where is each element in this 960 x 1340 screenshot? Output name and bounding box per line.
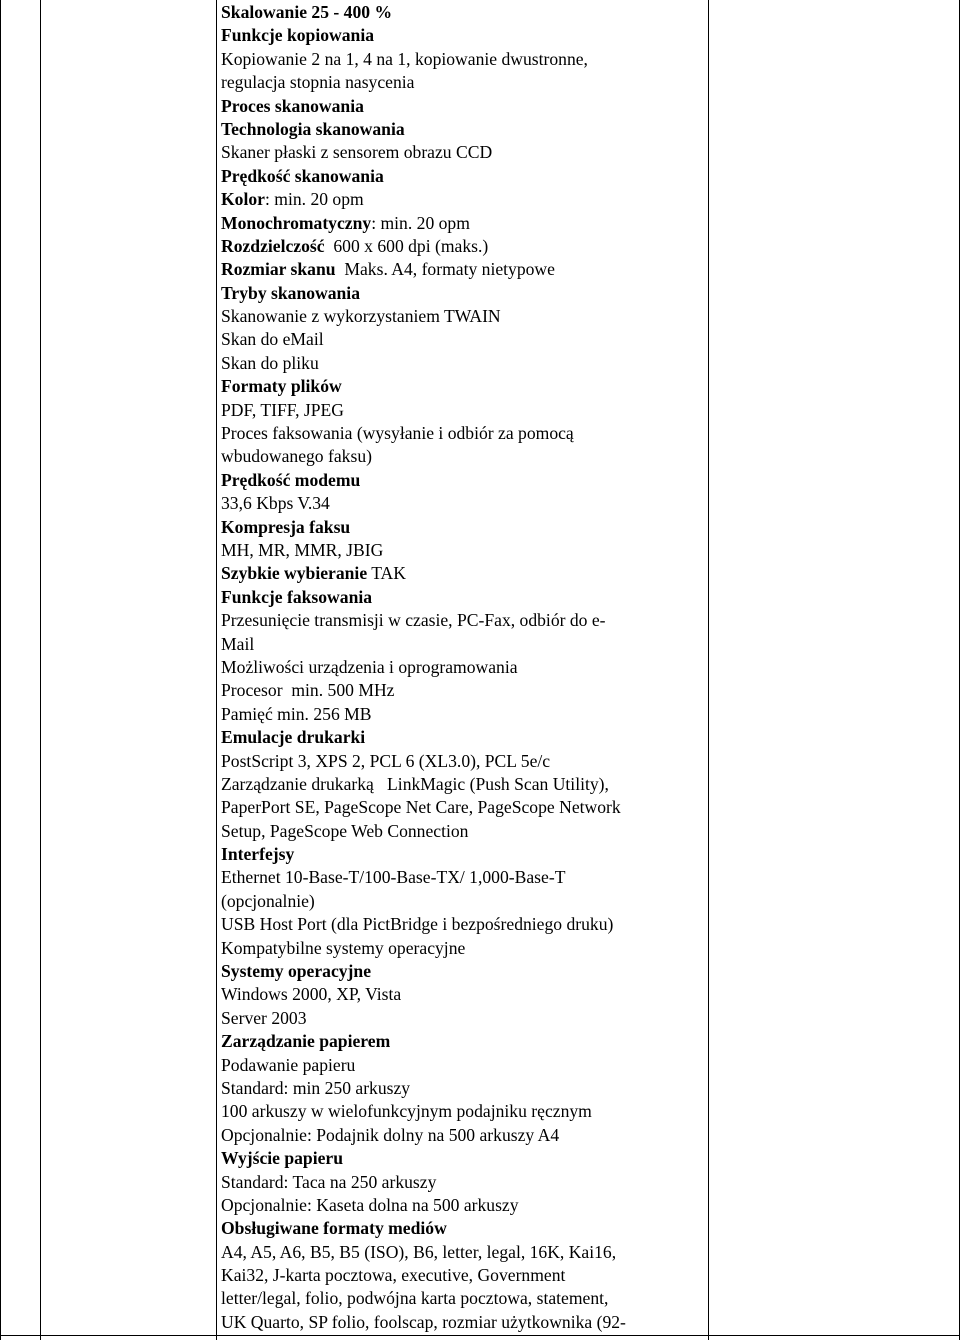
table-column-divider bbox=[216, 0, 217, 1340]
spec-line bbox=[221, 960, 701, 983]
spec-line bbox=[221, 352, 701, 375]
spec-heading: Kompresja faksu bbox=[221, 516, 351, 537]
spec-heading: Rozdzielczość bbox=[221, 235, 325, 256]
spec-line bbox=[221, 282, 701, 305]
spec-text: Opcjonalnie: Kaseta dolna na 500 arkuszy bbox=[221, 1194, 519, 1215]
spec-line bbox=[221, 492, 701, 515]
spec-text: Mail bbox=[221, 633, 255, 654]
spec-text: Maks. A4, formaty nietypowe bbox=[335, 259, 555, 280]
spec-text: regulacja stopnia nasycenia bbox=[221, 72, 415, 93]
spec-heading: Wyjście papieru bbox=[221, 1148, 344, 1169]
table-column-divider bbox=[708, 0, 709, 1340]
spec-line bbox=[221, 305, 701, 328]
spec-line bbox=[221, 1311, 701, 1334]
spec-heading: Tryby skanowania bbox=[221, 282, 360, 303]
spec-line bbox=[221, 796, 701, 819]
spec-text: Skaner płaski z sensorem obrazu CCD bbox=[221, 142, 493, 163]
spec-heading: Prędkość skanowania bbox=[221, 165, 384, 186]
spec-line bbox=[221, 703, 701, 726]
spec-heading: Funkcje kopiowania bbox=[221, 25, 375, 46]
spec-text: letter/legal, folio, podwójna karta pocztowa, statement, bbox=[221, 1288, 609, 1309]
spec-heading: Prędkość modemu bbox=[221, 469, 361, 490]
spec-text: Kai32, J-karta pocztowa, executive, Government bbox=[221, 1265, 566, 1286]
spec-text: UK Quarto, SP folio, foolscap, rozmiar użytkownika (92- bbox=[221, 1311, 626, 1332]
spec-line bbox=[221, 1, 701, 24]
spec-line bbox=[221, 1264, 701, 1287]
spec-text: Procesor min. 500 MHz bbox=[221, 680, 395, 701]
spec-text: Przesunięcie transmisji w czasie, PC-Fax, odbiór do e- bbox=[221, 610, 606, 631]
spec-line bbox=[221, 422, 701, 445]
spec-line bbox=[221, 24, 701, 47]
spec-line bbox=[221, 48, 701, 71]
spec-line bbox=[221, 633, 701, 656]
spec-line bbox=[221, 1147, 701, 1170]
spec-text: PostScript 3, XPS 2, PCL 6 (XL3.0), PCL 5e/c bbox=[221, 750, 551, 771]
spec-line bbox=[221, 937, 701, 960]
spec-line bbox=[221, 328, 701, 351]
spec-line bbox=[221, 726, 701, 749]
spec-line bbox=[221, 1077, 701, 1100]
spec-text: 100 arkuszy w wielofunkcyjnym podajniku ręcznym bbox=[221, 1101, 592, 1122]
spec-line bbox=[221, 469, 701, 492]
spec-text: MH, MR, MMR, JBIG bbox=[221, 539, 384, 560]
specification-cell bbox=[221, 1, 701, 1334]
spec-text: Proces faksowania (wysyłanie i odbiór za pomocą bbox=[221, 423, 574, 444]
spec-heading: Kolor bbox=[221, 189, 265, 210]
spec-line bbox=[221, 656, 701, 679]
spec-heading: Funkcje faksowania bbox=[221, 586, 373, 607]
spec-text: Opcjonalnie: Podajnik dolny na 500 arkuszy A4 bbox=[221, 1124, 560, 1145]
spec-text: Skan do pliku bbox=[221, 352, 319, 373]
spec-line bbox=[221, 750, 701, 773]
spec-line bbox=[221, 1124, 701, 1147]
spec-heading: Technologia skanowania bbox=[221, 118, 405, 139]
spec-line bbox=[221, 843, 701, 866]
spec-text: wbudowanego faksu) bbox=[221, 446, 372, 467]
spec-line bbox=[221, 609, 701, 632]
spec-heading: Proces skanowania bbox=[221, 95, 364, 116]
spec-text: 600 x 600 dpi (maks.) bbox=[324, 235, 489, 256]
spec-text: Standard: min 250 arkuszy bbox=[221, 1077, 411, 1098]
spec-line bbox=[221, 516, 701, 539]
spec-line bbox=[221, 71, 701, 94]
spec-line bbox=[221, 1054, 701, 1077]
spec-line bbox=[221, 1007, 701, 1030]
spec-text: Standard: Taca na 250 arkuszy bbox=[221, 1171, 437, 1192]
spec-text: Kompatybilne systemy operacyjne bbox=[221, 937, 466, 958]
spec-heading: Rozmiar skanu bbox=[221, 259, 336, 280]
spec-line bbox=[221, 913, 701, 936]
table-border-left bbox=[0, 0, 1, 1340]
spec-text: Setup, PageScope Web Connection bbox=[221, 820, 469, 841]
spec-line bbox=[221, 1194, 701, 1217]
spec-text: USB Host Port (dla PictBridge i bezpośredniego druku) bbox=[221, 914, 614, 935]
spec-text: TAK bbox=[367, 563, 406, 584]
spec-heading: Zarządzanie papierem bbox=[221, 1031, 391, 1052]
spec-line bbox=[221, 1241, 701, 1264]
spec-line bbox=[221, 212, 701, 235]
spec-line bbox=[221, 95, 701, 118]
spec-heading: Obsługiwane formaty mediów bbox=[221, 1218, 447, 1239]
spec-heading: Formaty plików bbox=[221, 376, 342, 397]
spec-text: : min. 20 opm bbox=[264, 189, 364, 210]
spec-text: PDF, TIFF, JPEG bbox=[221, 399, 344, 420]
spec-line bbox=[221, 586, 701, 609]
spec-line bbox=[221, 1171, 701, 1194]
spec-line bbox=[221, 258, 701, 281]
table-bottom-border bbox=[0, 1335, 960, 1336]
spec-heading: Szybkie wybieranie bbox=[221, 563, 368, 584]
spec-text: (opcjonalnie) bbox=[221, 890, 315, 911]
spec-text: Pamięć min. 256 MB bbox=[221, 703, 372, 724]
spec-text: Możliwości urządzenia i oprogramowania bbox=[221, 656, 518, 677]
spec-heading: Emulacje drukarki bbox=[221, 727, 366, 748]
spec-line bbox=[221, 399, 701, 422]
spec-heading: Skalowanie 25 - 400 % bbox=[221, 2, 393, 22]
spec-line bbox=[221, 679, 701, 702]
spec-heading: Monochromatyczny bbox=[221, 212, 372, 233]
spec-text: PaperPort SE, PageScope Net Care, PageScope Network bbox=[221, 797, 621, 818]
spec-line bbox=[221, 375, 701, 398]
spec-text: Zarządzanie drukarką LinkMagic (Push Scan Utility), bbox=[221, 773, 609, 794]
spec-text: Skan do eMail bbox=[221, 329, 324, 350]
spec-line bbox=[221, 773, 701, 796]
spec-line bbox=[221, 188, 701, 211]
spec-text: Podawanie papieru bbox=[221, 1054, 356, 1075]
spec-line bbox=[221, 890, 701, 913]
spec-line bbox=[221, 1217, 701, 1240]
spec-line bbox=[221, 539, 701, 562]
spec-line bbox=[221, 1030, 701, 1053]
spec-line bbox=[221, 983, 701, 1006]
spec-line bbox=[221, 141, 701, 164]
spec-line bbox=[221, 866, 701, 889]
spec-text: Server 2003 bbox=[221, 1007, 307, 1028]
spec-line bbox=[221, 562, 701, 585]
table-column-divider bbox=[40, 0, 41, 1340]
spec-line bbox=[221, 820, 701, 843]
spec-heading: Systemy operacyjne bbox=[221, 961, 372, 982]
spec-text: A4, A5, A6, B5, B5 (ISO), B6, letter, legal, 16K, Kai16, bbox=[221, 1241, 617, 1262]
spec-text: : min. 20 opm bbox=[371, 212, 470, 233]
spec-line bbox=[221, 445, 701, 468]
spec-text: 33,6 Kbps V.34 bbox=[221, 493, 330, 514]
spec-text: Ethernet 10-Base-T/100-Base-TX/ 1,000-Base-T bbox=[221, 867, 566, 888]
spec-text: Skanowanie z wykorzystaniem TWAIN bbox=[221, 306, 501, 327]
spec-line bbox=[221, 235, 701, 258]
spec-heading: Interfejsy bbox=[221, 844, 295, 865]
spec-line bbox=[221, 1100, 701, 1123]
spec-line bbox=[221, 165, 701, 188]
spec-line bbox=[221, 1287, 701, 1310]
spec-text: Kopiowanie 2 na 1, 4 na 1, kopiowanie dwustronne, bbox=[221, 48, 588, 69]
spec-text: Windows 2000, XP, Vista bbox=[221, 984, 402, 1005]
spec-line bbox=[221, 118, 701, 141]
